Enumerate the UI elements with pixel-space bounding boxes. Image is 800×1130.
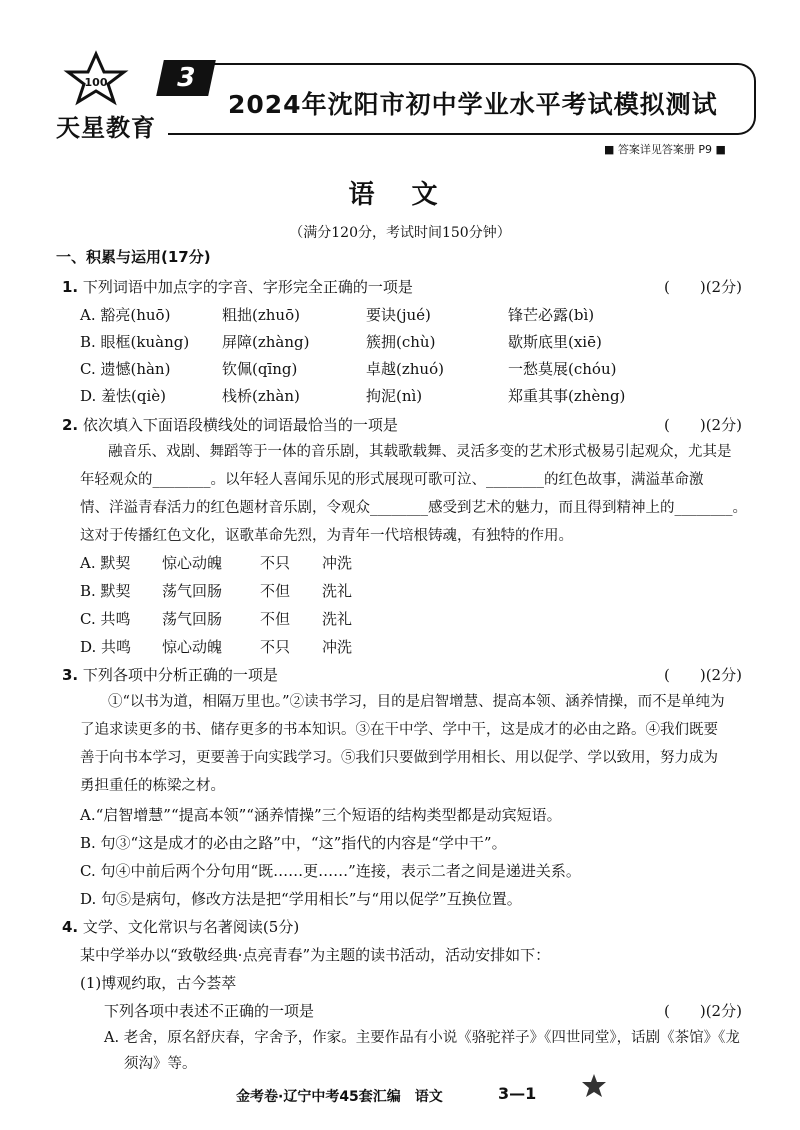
answer-score: ( )(2分) — [664, 1002, 742, 1020]
option-cell: 洗礼 — [322, 610, 353, 628]
logo-text: 100 — [84, 76, 108, 89]
option-line: B. 句③“这是成才的必由之路”中，“这”指代的内容是“学中干”。 — [80, 834, 507, 852]
option-cell: 簇拥(chù) — [366, 333, 436, 351]
option-cell: 锋芒必露(bì) — [508, 306, 595, 324]
option-cell: D. 羞怯(qiè) — [80, 387, 167, 405]
answer-reference: ■ 答案详见答案册 P9 ■ — [604, 143, 726, 156]
exam-title: 2024年沈阳市初中学业水平考试模拟测试 — [228, 90, 718, 119]
passage-line: ①“以书为道，相隔万里也。”②读书学习，目的是启智增慧、提高本领、涵养情操，而不是单纯为 — [108, 694, 725, 710]
option-cell: A. 豁亮(huō) — [80, 306, 171, 324]
option-cell: 冲洗 — [322, 554, 353, 572]
subquestion-stem: 下列各项中表述不正确的一项是 — [104, 1002, 315, 1020]
subject-title: 语 文 — [348, 180, 452, 210]
option-cell: 惊心动魄 — [162, 638, 223, 656]
brand-name: 天星教育 — [56, 114, 156, 142]
option-cell: 栈桥(zhàn) — [222, 387, 300, 405]
q2-options — [80, 552, 480, 662]
option-cell: 不只 — [260, 638, 291, 656]
option-line: 须沟》等。 — [124, 1056, 197, 1072]
option-line: C. 句④中前后两个分句用“既……更……”连接，表示二者之间是递进关系。 — [80, 862, 581, 880]
option-cell: 歇斯底里(xiē) — [508, 333, 602, 351]
section-title: 一、积累与运用(17分) — [56, 248, 211, 266]
question-stem: 依次填入下面语段横线处的词语最恰当的一项是 — [82, 416, 398, 434]
question-title: 文学、文化常识与名著阅读(5分) — [82, 918, 300, 936]
mascot-star-icon — [580, 1072, 608, 1100]
passage-line: 勇担重任的栋梁之材。 — [80, 778, 225, 794]
option-cell: 荡气回肠 — [162, 610, 223, 628]
option-line: D. 句⑤是病句，修改方法是把“学用相长”与“用以促学”互换位置。 — [80, 890, 522, 908]
option-cell: D. 共鸣 — [80, 638, 132, 656]
option-cell: 屏障(zhàng) — [222, 333, 310, 351]
question-number: 3. — [62, 666, 79, 684]
answer-score: ( )(2分) — [664, 416, 742, 434]
footer-text: 金考卷·辽宁中考45套汇编 语文 — [236, 1089, 443, 1105]
option-cell: B. 眼框(kuàng) — [80, 333, 190, 351]
option-cell: 郑重其事(zhèng) — [508, 387, 626, 405]
option-cell: 荡气回肠 — [162, 582, 223, 600]
option-cell: B. 默契 — [80, 582, 131, 600]
option-line: A.“启智增慧”“提高本领”“涵养情操”三个短语的结构类型都是动宾短语。 — [80, 806, 562, 824]
option-cell: 一愁莫展(chóu) — [508, 360, 617, 378]
question-4 — [62, 916, 299, 937]
passage-line: 情、洋溢青春活力的红色题材音乐剧，令观众________感受到艺术的魅力，而且得到精神上的________。 — [80, 500, 747, 516]
paper-number-badge: 3 — [156, 60, 216, 96]
passage-line: 这对于传播红色文化，讴歌革命先烈，为青年一代培根铸魂，有独特的作用。 — [80, 528, 573, 544]
passage-line: 年轻观众的________。以年轻人喜闻乐见的形式展现可歌可泣、________的红色故事，满溢革命激 — [80, 472, 704, 488]
option-cell: 卓越(zhuó) — [366, 360, 444, 378]
question-stem: 下列各项中分析正确的一项是 — [82, 666, 278, 684]
page-number: 3—1 — [498, 1084, 537, 1103]
question-2 — [62, 414, 398, 435]
passage-line: 了追求读更多的书、储存更多的书本知识。③在干中学、学中干，这是成才的必由之路。④我们既要 — [80, 722, 718, 738]
option-cell: 不但 — [260, 582, 291, 600]
option-cell: 粗拙(zhuō) — [222, 306, 300, 324]
question-number: 4. — [62, 918, 79, 936]
question-number: 1. — [62, 278, 79, 296]
option-cell: 拘泥(nì) — [366, 387, 423, 405]
option-cell: C. 遗憾(hàn) — [80, 360, 171, 378]
passage-line: 融音乐、戏剧、舞蹈等于一体的音乐剧，其载歌载舞、灵活多变的艺术形式极易引起观众，尤其是 — [108, 444, 732, 460]
question-number: 2. — [62, 416, 79, 434]
option-cell: 不只 — [260, 554, 291, 572]
option-line: A. 老舍，原名舒庆春，字舍予，作家。主要作品有小说《骆驼祥子》《四世同堂》，话剧《茶馆》《龙 — [104, 1030, 740, 1046]
passage-line: 善于向书本学习，更要善于向实践学习。⑤我们只要做到学用相长、用以促学、学以致用，努力成为 — [80, 750, 718, 766]
option-cell: 不但 — [260, 610, 291, 628]
option-cell: 洗礼 — [322, 582, 353, 600]
activity-intro: 某中学举办以“致敬经典·点亮青春”为主题的读书活动，活动安排如下： — [80, 946, 551, 964]
answer-score: ( )(2分) — [664, 278, 742, 296]
option-cell: 惊心动魄 — [162, 554, 223, 572]
option-cell: 冲洗 — [322, 638, 353, 656]
question-3 — [62, 664, 278, 685]
exam-info: （满分120分，考试时间150分钟） — [289, 225, 511, 241]
option-cell: 要诀(jué) — [366, 306, 431, 324]
option-cell: C. 共鸣 — [80, 610, 131, 628]
subquestion-title: (1)博观约取，古今荟萃 — [80, 974, 237, 992]
answer-score: ( )(2分) — [664, 666, 742, 684]
q1-options — [80, 304, 760, 416]
question-stem: 下列词语中加点字的字音、字形完全正确的一项是 — [82, 278, 413, 296]
option-cell: A. 默契 — [80, 554, 131, 572]
option-cell: 钦佩(qīng) — [222, 360, 298, 378]
question-1 — [62, 276, 413, 297]
